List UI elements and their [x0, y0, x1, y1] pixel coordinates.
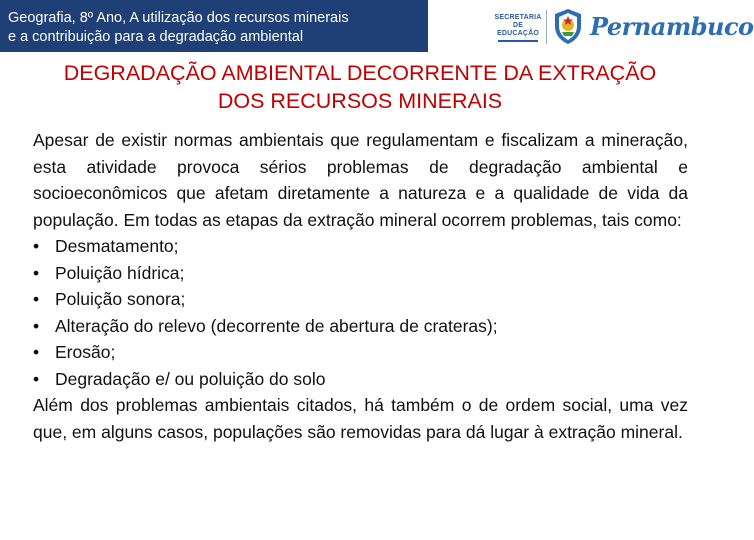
header-title-line2: e a contribuição para a degradação ambiental: [8, 29, 304, 45]
secretaria-label: SECRETARIA DE EDUCAÇÃO: [494, 14, 542, 37]
list-item-text: Erosão;: [55, 342, 116, 362]
content-body: [33, 127, 688, 445]
list-item: [33, 313, 688, 340]
list-item: [33, 233, 688, 260]
secretaria-logo: [492, 14, 544, 40]
bullet-icon: •: [33, 315, 40, 336]
list-item-text: Poluição hídrica;: [55, 262, 185, 283]
list-item-text: Degradação e/ ou poluição do solo: [55, 368, 326, 389]
bullet-icon: •: [33, 368, 40, 389]
header: [0, 0, 754, 52]
bullet-icon: •: [33, 262, 40, 283]
state-emblem-icon: [550, 6, 586, 46]
list-item: [33, 366, 688, 393]
page-title-line2: DOS RECURSOS MINERAIS: [217, 89, 503, 113]
list-item: [33, 260, 688, 287]
secretaria-underline: [498, 40, 538, 42]
bullet-icon: •: [33, 236, 40, 256]
government-logo: [492, 4, 754, 48]
list-item-text: Poluição sonora;: [55, 289, 186, 309]
page-title: [20, 59, 700, 115]
closing-paragraph: Além dos problemas ambientais citados, há também o de ordem social, uma vez que, em alguns casos, populações são removidas para dá lugar à extração mineral.: [33, 395, 688, 442]
header-bar: [0, 0, 428, 52]
problems-list: [33, 233, 688, 392]
header-title: [8, 9, 424, 47]
intro-paragraph: Apesar de existir normas ambientais que regulamentam e fiscalizam a mineração, esta atividade provoca sérios problemas de degradação ambiental e socioeconômicos que afetam diretamente a natureza e a qualidade de vida da população. Em todas as etapas da extração mineral ocorrem problemas, tais como:: [33, 130, 688, 230]
logo-divider: [546, 10, 547, 44]
list-item-text: Desmatamento;: [55, 236, 179, 256]
list-item: [33, 339, 688, 366]
bullet-icon: •: [33, 342, 40, 362]
list-item-text: Alteração do relevo (decorrente de abertura de crateras);: [55, 315, 498, 336]
state-name-logo: Pernambuco: [590, 12, 754, 41]
bullet-icon: •: [33, 289, 40, 309]
page-title-line1: DEGRADAÇÃO AMBIENTAL DECORRENTE DA EXTRAÇÃO: [63, 61, 657, 85]
header-title-line1: Geografia, 8º Ano, A utilização dos recursos minerais: [8, 10, 349, 26]
list-item: [33, 286, 688, 313]
